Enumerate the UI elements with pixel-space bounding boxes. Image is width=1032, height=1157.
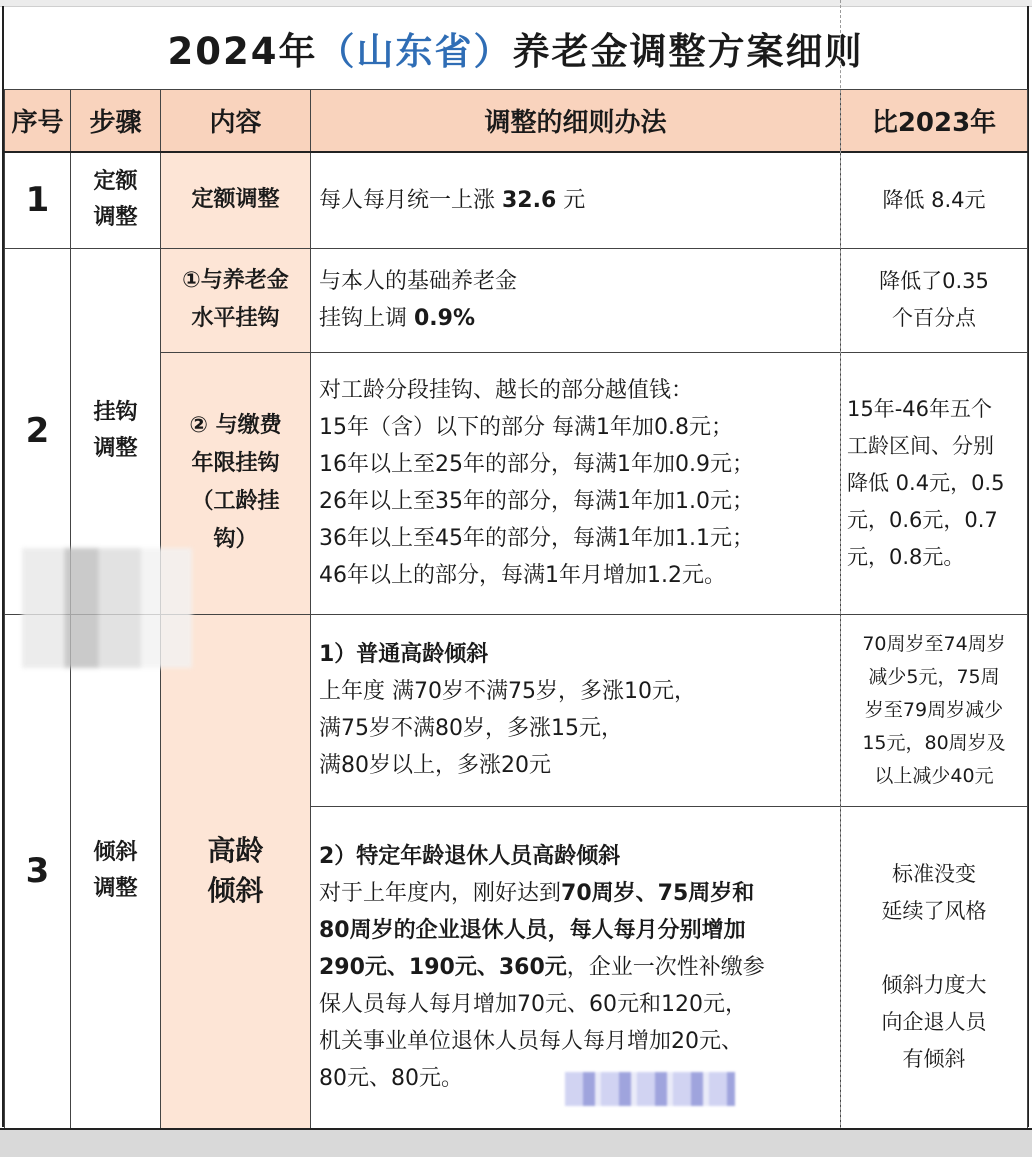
- row1-method-bold: 32.6: [502, 187, 557, 213]
- row2a-method-l2-pre: 挂钩上调: [319, 306, 414, 331]
- row3b-compare-l3: 倾斜力度大: [881, 973, 987, 997]
- title-year: 2024年: [167, 29, 318, 73]
- row2a-compare: [841, 248, 1028, 352]
- row2b-compare-line: 工龄区间、分别: [847, 433, 994, 458]
- table-row: [5, 152, 1028, 248]
- row3-step-l1: 倾斜: [93, 840, 138, 865]
- row2a-compare-l1: 降低了0.35: [879, 269, 989, 293]
- row3b-compare: [841, 806, 1028, 1128]
- row1-step-l2: 调整: [93, 205, 138, 231]
- row2a-method-l1: 与本人的基础养老金: [319, 269, 518, 294]
- header-row: [5, 90, 1028, 153]
- row3a-method-line: 满75岁不满80岁，多涨15元，: [319, 716, 623, 741]
- row3b-heading: 2）特定年龄退休人员高龄倾斜: [319, 843, 621, 869]
- row3-content: [161, 614, 311, 1128]
- row1-step-l1: 定额: [93, 169, 138, 195]
- row2b-content-l2: 年限挂钩: [191, 451, 280, 476]
- row2b-compare-line: 降低 0.4元，0.5: [847, 470, 1005, 495]
- row1-step: [71, 152, 161, 248]
- row2b-compare-line: 15年-46年五个: [847, 396, 993, 421]
- row2b-method: [311, 352, 841, 614]
- row3b-m5: 机关事业单位退休人员每人每月增加20元、: [319, 1028, 743, 1054]
- row3b-compare-l1: 标准没变: [892, 862, 976, 886]
- blurred-watermark: [565, 1072, 735, 1106]
- title-province: （山东省）: [317, 29, 513, 73]
- row2b-method-line: 16年以上至25年的部分，每满1年加0.9元；: [319, 452, 754, 477]
- row2a-method: [311, 248, 841, 352]
- row3b-m2: [319, 912, 832, 949]
- row2a-content: [161, 248, 311, 352]
- row3b-m3-bold: 290元、190元、360元: [319, 954, 567, 980]
- row3b-compare-l5: 有倾斜: [902, 1047, 966, 1071]
- header-method: 调整的细则办法: [311, 90, 841, 153]
- header-content: 内容: [161, 90, 311, 153]
- row3b-m2-bold: 80周岁的企业退休人员，每人每月分别增加: [319, 917, 746, 943]
- row1-method: [311, 152, 841, 248]
- page-title: [4, 6, 1027, 91]
- row3a-compare: [841, 614, 1028, 806]
- row2b-content-l4: 钩）: [213, 527, 258, 552]
- row2b-compare-line: 元，0.6元，0.7: [847, 507, 998, 532]
- row3-idx: 3: [5, 614, 71, 1128]
- row1-method-pre: 每人每月统一上涨: [319, 187, 502, 213]
- page-break-line: [840, 0, 841, 1155]
- row1-compare: 降低 8.4元: [841, 152, 1028, 248]
- row1-content: 定额调整: [161, 152, 311, 248]
- row2a-content-l2: 水平挂钩: [191, 306, 280, 331]
- header-compare: 比2023年: [841, 90, 1028, 153]
- row3b-m3-post: ，企业一次性补缴参: [566, 954, 765, 980]
- row3b-m1: [319, 875, 832, 912]
- row2b-method-line: 15年（含）以下的部分 每满1年加0.8元；: [319, 415, 733, 440]
- row2-step-l1: 挂钩: [93, 400, 138, 425]
- row3a-compare-line: 70周岁至74周岁: [862, 632, 1006, 655]
- row2b-compare-line: 元，0.8元。: [847, 544, 965, 569]
- row3b-m6: 80元、80元。: [319, 1065, 463, 1091]
- table-row: [5, 248, 1028, 352]
- row2b-method-line: 对工龄分段挂钩、越长的部分越值钱：: [319, 378, 694, 403]
- row2a-method-l2: [319, 300, 832, 337]
- row2b-method-line: 36年以上至45年的部分，每满1年加1.1元；: [319, 526, 754, 551]
- row3a-method-line: 上年度 满70岁不满75岁，多涨10元，: [319, 679, 696, 704]
- row3-content-l2: 倾斜: [207, 874, 264, 907]
- header-idx: 序号: [5, 90, 71, 153]
- row3b-compare-spacer: [845, 930, 1023, 967]
- row1-idx: 1: [5, 152, 71, 248]
- row1-method-post: 元: [556, 187, 586, 213]
- row2b-method-line: 26年以上至35年的部分，每满1年加1.0元；: [319, 489, 754, 514]
- row3b-compare-l2: 延续了风格: [881, 899, 987, 923]
- row3b-m4: 保人员每人每月增加70元、60元和120元，: [319, 991, 747, 1017]
- row3a-compare-line: 15元，80周岁及: [862, 731, 1006, 754]
- row3a-heading: 1）普通高龄倾斜: [319, 642, 489, 667]
- bottom-strip: [0, 1128, 1032, 1157]
- row3a-compare-line: 以上减少40元: [874, 764, 994, 787]
- row2-idx: 2: [5, 248, 71, 614]
- row2a-compare-l2: 个百分点: [892, 306, 976, 330]
- row3-content-l1: 高龄: [207, 834, 264, 867]
- row2b-compare: [841, 352, 1028, 614]
- title-rest: 养老金调整方案细则: [512, 29, 864, 73]
- row2b-method-line: 46年以上的部分，每满1年月增加1.2元。: [319, 563, 726, 588]
- row2b-content-l3: （工龄挂: [191, 489, 280, 514]
- row3a-method-line: 满80岁以上，多涨20元: [319, 753, 551, 778]
- row3a-compare-line: 减少5元，75周: [868, 665, 1000, 688]
- row3b-m1-bold: 70周岁、75周岁和: [561, 880, 755, 906]
- row2a-content-l1: ①与养老金: [182, 268, 289, 293]
- row3b-m3: [319, 949, 832, 986]
- row3a-method: [311, 614, 841, 806]
- row3-step-l2: 调整: [93, 876, 138, 901]
- row2-step-l2: 调整: [93, 436, 138, 461]
- blurred-watermark: [22, 548, 192, 668]
- header-step: 步骤: [71, 90, 161, 153]
- row3a-compare-line: 岁至79周岁减少: [864, 698, 1004, 721]
- row2b-content-l1: ② 与缴费: [189, 413, 282, 438]
- row3-step: [71, 614, 161, 1128]
- row2a-method-l2-bold: 0.9%: [414, 306, 476, 331]
- row3b-m1-pre: 对于上年度内，刚好达到: [319, 880, 562, 906]
- row3b-compare-l4: 向企退人员: [881, 1010, 987, 1034]
